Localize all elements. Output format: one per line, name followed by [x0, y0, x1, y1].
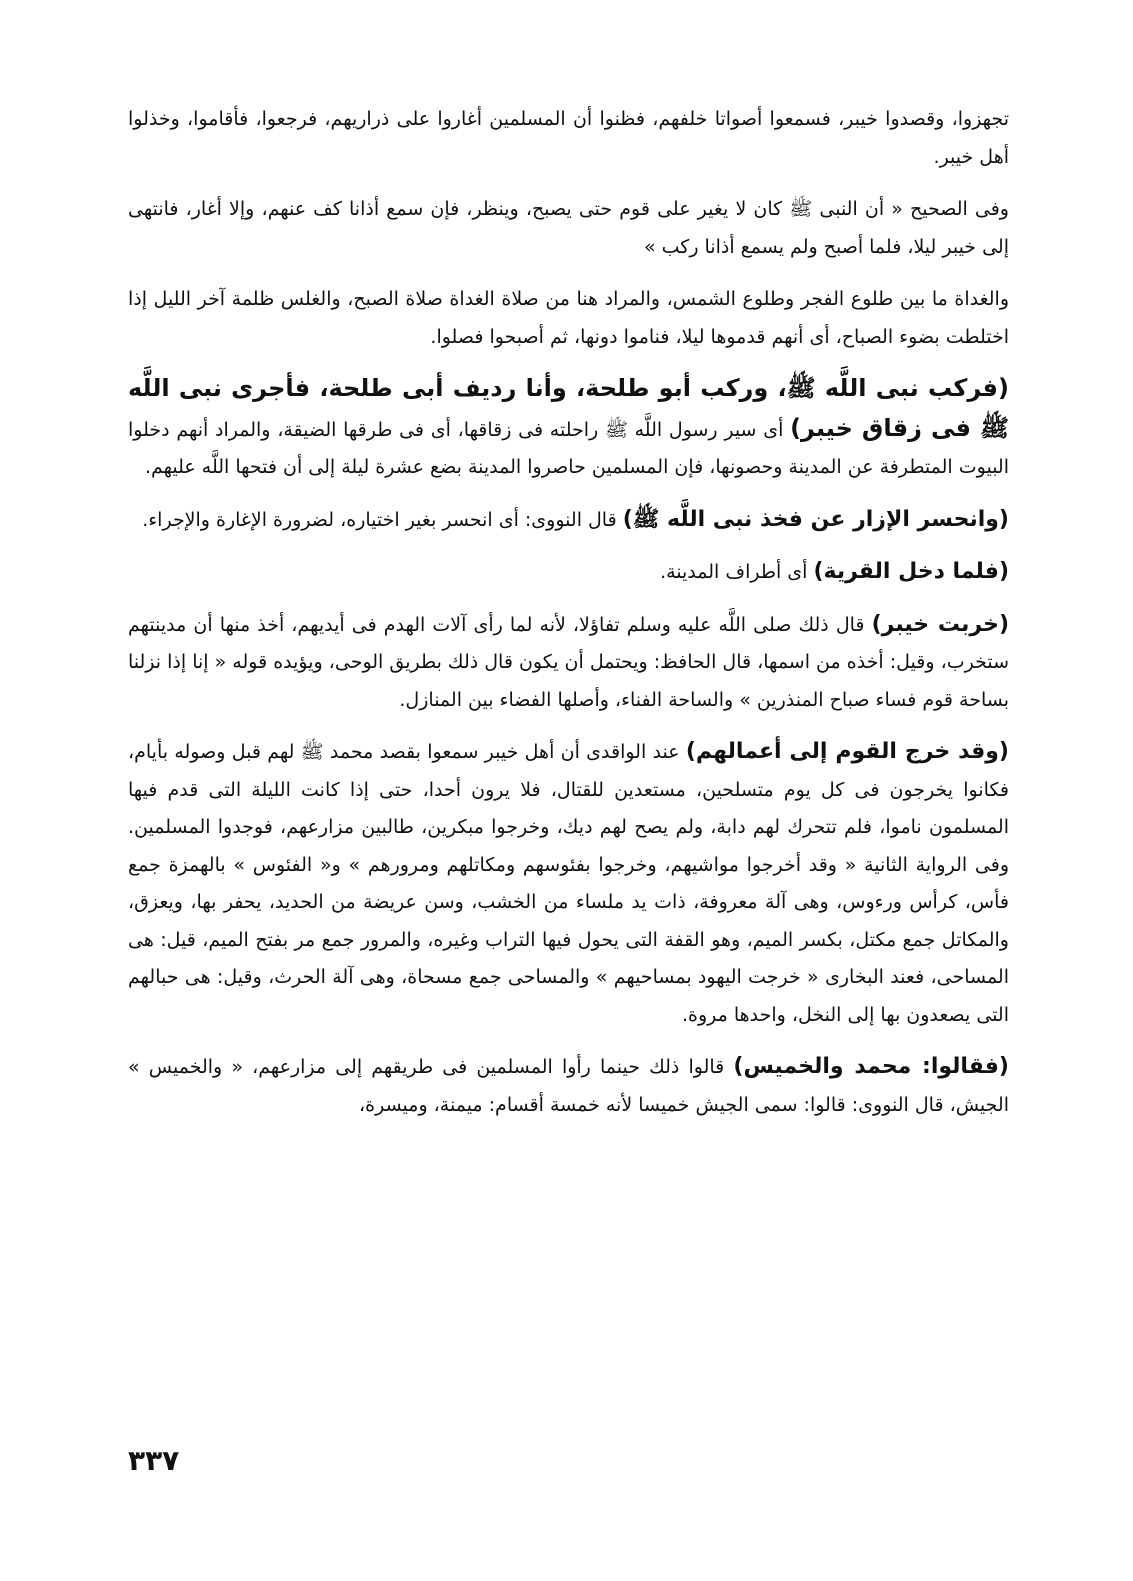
paragraph-lead: (وانحسر الإزار عن فخذ نبى اللَّه ﷺ): [622, 506, 1009, 532]
paragraph-lead: (وقد خرج القوم إلى أعمالهم): [685, 739, 1009, 764]
paragraph-2: [128, 190, 1009, 266]
paragraph-3: [128, 280, 1009, 356]
paragraph-7: [128, 606, 1009, 720]
page-body: [128, 100, 1009, 1138]
paragraph-text: أى سير رسول اللَّه ﷺ راحلته فى زقاقها، أى فى طرقها الضيقة، والمراد أنهم دخلوا البيوت المتطرفة عن المدينة وحصونها، فإن المسلمين حاصروا المدينة بضع عشرة ليلة إلى أن فتحها اللَّه عليهم.: [128, 418, 1009, 478]
paragraph-5: [128, 501, 1009, 540]
paragraph-6: [128, 553, 1009, 592]
paragraph-8: [128, 733, 1009, 1034]
paragraph-lead: (فقالوا: محمد والخميس): [733, 1054, 1009, 1079]
page-number: ٣٣٧: [128, 1444, 180, 1477]
paragraph-4: [128, 370, 1009, 487]
paragraph-lead: (فلما دخل القرية): [813, 559, 1009, 584]
paragraph-text: قال ذلك صلى اللَّه عليه وسلم تفاؤلا، لأنه لما رأى آلات الهدم فى أيديهم، أخذ منها أن مدينتهم ستخرب، وقيل: أخذه من اسمها، قال الحافظ: ويحتمل أن يكون قال ذلك بطريق الوحى، ويؤيده قوله « إنا إذا نزلنا بساحة قوم فساء صباح المنذرين » والساحة الفناء، وأصلها الفضاء بين المنازل.: [128, 613, 1009, 711]
paragraph-text: عند الواقدى أن أهل خيبر سمعوا بقصد محمد ﷺ لهم قبل وصوله بأيام، فكانوا يخرجون فى كل يوم متسلحين، مستعدين للقتال، فلا يرون أحدا، حتى إذا كانت الليلة التى قدم فيها المسلمون ناموا، فلم تتحرك لهم دابة، ولم يصح لهم ديك، وخرجوا مبكرين، طالبين مزارعهم، فوجدوا المسلمين. وفى الرواية الثانية « وقد أخرجوا مواشيهم، وخرجوا بفئوسهم ومكاتلهم ومرورهم » و« الفئوس » بالهمزة جمع فأس، كرأس ورءوس، وهى آلة معروفة، ذات يد ملساء من الخشب، وسن عريضة من الحديد، يحفر بها، ويعزق، والمكاتل جمع مكتل، بكسر الميم، وهو القفة التى يحول فيها التراب وغيره، والمرور جمع مر بفتح الميم، قيل: هى المساحى، فعند البخارى « خرجت اليهود بمساحيهم » والمساحى جمع مسحاة، وهى آلة الحرث، وقيل: هى حبالهم التى يصعدون بها إلى النخل، واحدها مروة.: [128, 741, 1009, 1026]
paragraph-9: [128, 1048, 1009, 1124]
paragraph-lead: (فركب نبى اللَّه ﷺ، وركب أبو طلحة، وأنا رديف أبى طلحة، فأجرى نبى اللَّه ﷺ فى زقاق خيبر): [128, 374, 1009, 442]
paragraph-1: [128, 100, 1009, 176]
paragraph-text: قالوا ذلك حينما رأوا المسلمين فى طريقهم إلى مزارعهم، « والخميس » الجيش، قال النووى: قالوا: سمى الجيش خميسا لأنه خمسة أقسام: ميمنة، وميسرة،: [128, 1056, 1009, 1116]
paragraph-text: والغداة ما بين طلوع الفجر وطلوع الشمس، والمراد هنا من صلاة الغداة صلاة الصبح، والغلس ظلمة آخر الليل إذا اختلطت بضوء الصباح، أى أنهم قدموها ليلا، فناموا دونها، ثم أصبحوا فصلوا.: [128, 288, 1009, 348]
paragraph-text: قال النووى: أى انحسر بغير اختياره، لضرورة الإغارة والإجراء.: [142, 508, 623, 531]
paragraph-text: أى أطراف المدينة.: [660, 561, 814, 583]
paragraph-text: تجهزوا، وقصدوا خيبر، فسمعوا أصواتا خلفهم، فظنوا أن المسلمين أغاروا على ذراريهم، فرجعوا، فأقاموا، وخذلوا أهل خيبر.: [128, 108, 1009, 168]
paragraph-lead: (خربت خيبر): [871, 611, 1009, 637]
paragraph-text: وفى الصحيح « أن النبى ﷺ كان لا يغير على قوم حتى يصبح، وينظر، فإن سمع أذانا كف عنهم، وإلا أغار، فانتهى إلى خيبر ليلا، فلما أصبح ولم يسمع أذانا ركب »: [128, 198, 1009, 258]
